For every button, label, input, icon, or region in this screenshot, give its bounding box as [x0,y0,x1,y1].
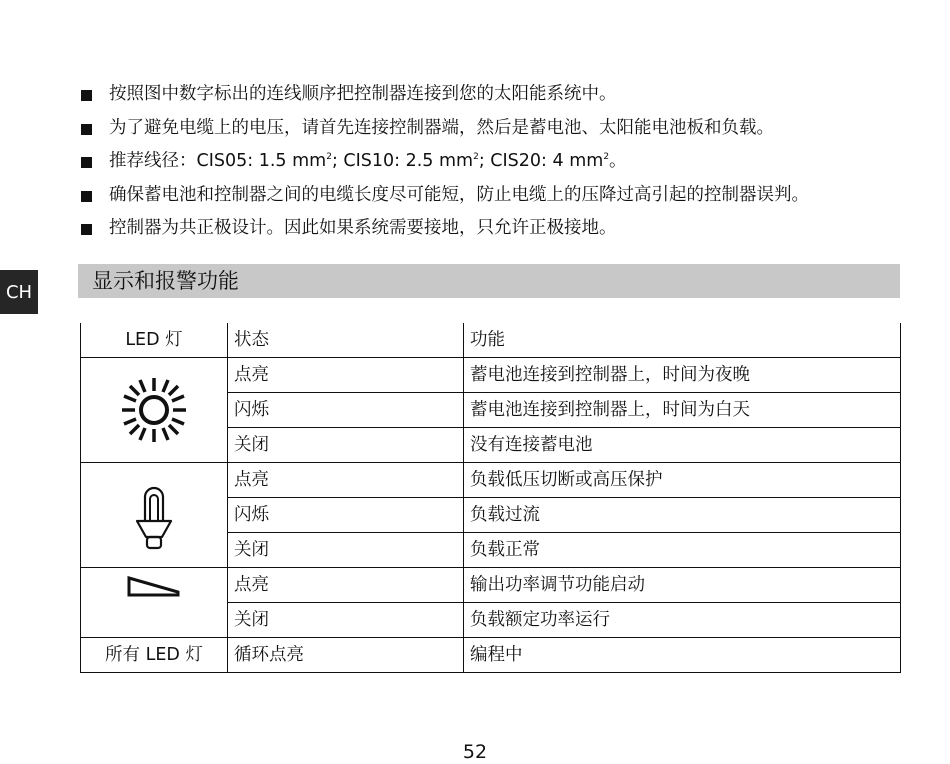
led-cell [81,463,228,568]
cable-gauge-mid: ; CIS10: 2.5 mm [331,151,474,171]
section-title: 显示和报警功能 [92,269,239,293]
function-cell: 负载正常 [464,533,901,568]
all-led-cell: 所有 LED 灯 [81,638,228,673]
bulb-icon [134,477,174,553]
page-number: 52 [462,741,488,763]
table-row [81,638,901,673]
cable-gauge-prefix: 推荐线径：CIS05: 1.5 mm [109,151,327,171]
table-row [81,568,901,603]
function-cell: 输出功率调节功能启动 [464,568,901,603]
function-cell: 没有连接蓄电池 [464,428,901,463]
state-cell: 关闭 [228,603,464,638]
led-cell [81,358,228,463]
function-cell: 负载过流 [464,498,901,533]
header-state: 状态 [228,323,464,358]
led-status-table [80,323,901,673]
state-cell: 点亮 [228,463,464,498]
state-cell: 闪烁 [228,393,464,428]
ramp-icon [126,574,182,600]
cable-gauge-suffix: 。 [609,151,627,171]
sun-icon [118,374,190,446]
bullet-text: 确保蓄电池和控制器之间的电缆长度尽可能短，防止电缆上的压降过高引起的控制器误判。 [109,184,809,205]
state-cell: 关闭 [228,428,464,463]
table-row [81,358,901,393]
function-cell: 负载额定功率运行 [464,603,901,638]
bullet-item [78,216,908,241]
led-cell [81,568,228,638]
instruction-list [78,82,908,250]
header-led: LED 灯 [81,323,228,358]
state-cell: 点亮 [228,568,464,603]
language-tab: CH [0,270,38,314]
superscript: 2 [603,152,610,162]
state-cell: 点亮 [228,358,464,393]
state-cell: 关闭 [228,533,464,568]
function-cell: 蓄电池连接到控制器上，时间为夜晚 [464,358,901,393]
cable-gauge-mid: ; CIS20: 4 mm [478,151,604,171]
state-cell: 闪烁 [228,498,464,533]
section-header [78,264,900,298]
superscript: 2 [473,152,479,162]
function-cell: 蓄电池连接到控制器上，时间为白天 [464,393,901,428]
table-row [81,463,901,498]
bullet-text: 按照图中数字标出的连线顺序把控制器连接到您的太阳能系统中。 [109,84,617,104]
header-function: 功能 [464,323,901,358]
bullet-item [78,82,908,107]
bullet-text: 控制器为共正极设计。因此如果系统需要接地，只允许正极接地。 [109,218,617,238]
state-cell: 循环点亮 [228,638,464,673]
bullet-text: 为了避免电缆上的电压，请首先连接控制器端，然后是蓄电池、太阳能电池板和负载。 [109,117,774,138]
superscript: 2 [326,152,332,162]
function-cell: 编程中 [464,638,901,673]
bullet-item [78,149,908,174]
bullet-item [78,183,908,208]
function-cell: 负载低压切断或高压保护 [464,463,901,498]
bullet-item [78,116,908,141]
table-header-row [81,323,901,358]
